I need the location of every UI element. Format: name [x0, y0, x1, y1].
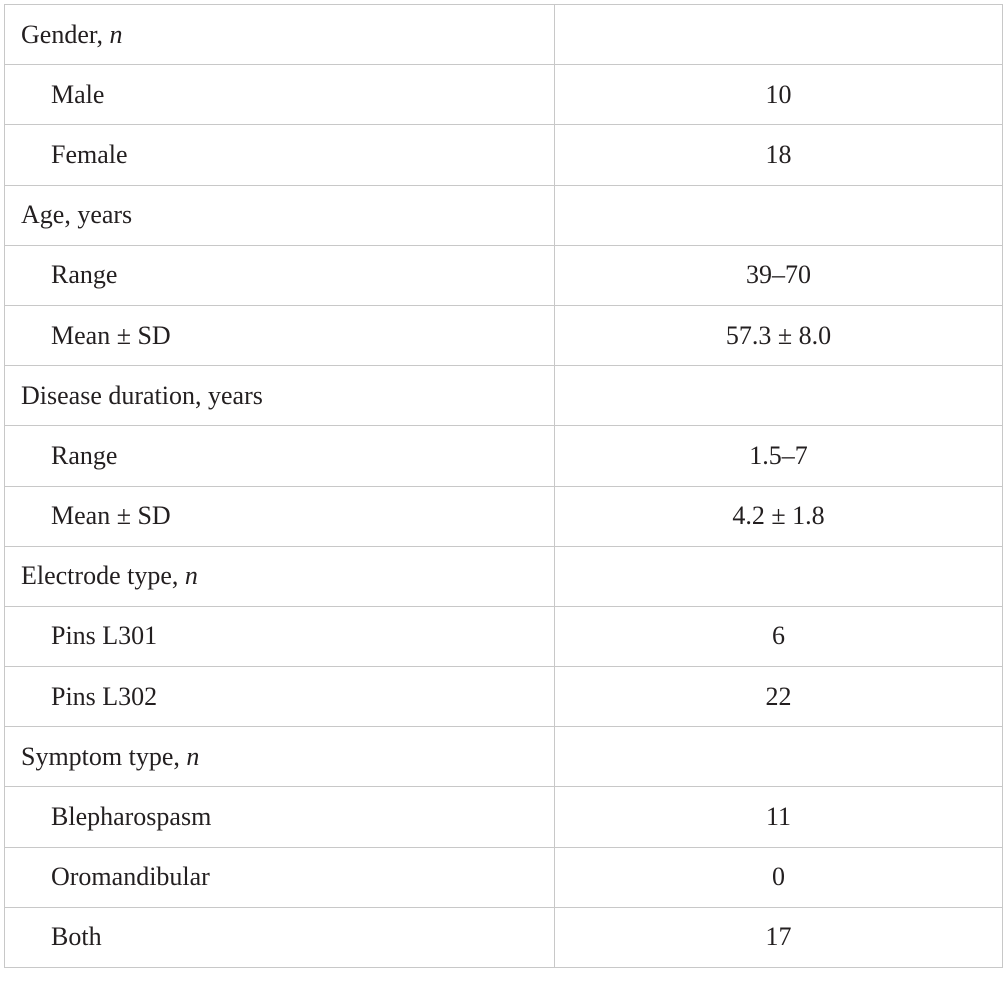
- row-label: Both: [5, 907, 555, 967]
- table-row: [5, 305, 1003, 365]
- row-value: 39–70: [555, 245, 1003, 305]
- table-row: [5, 366, 1003, 426]
- row-label: Pins L302: [5, 667, 555, 727]
- row-value: 6: [555, 606, 1003, 666]
- row-value: [555, 546, 1003, 606]
- table-row: [5, 787, 1003, 847]
- row-value: 0: [555, 847, 1003, 907]
- table-row: [5, 606, 1003, 666]
- table-row: [5, 125, 1003, 185]
- row-label: Range: [5, 426, 555, 486]
- row-value: 17: [555, 907, 1003, 967]
- row-label: Gender, n: [5, 5, 555, 65]
- row-label: Female: [5, 125, 555, 185]
- table-row: [5, 65, 1003, 125]
- table-row: [5, 667, 1003, 727]
- table-row: [5, 847, 1003, 907]
- table-row: [5, 727, 1003, 787]
- row-label: Pins L301: [5, 606, 555, 666]
- row-value: 11: [555, 787, 1003, 847]
- table-row: [5, 185, 1003, 245]
- characteristics-table: [4, 4, 1003, 968]
- row-label: Blepharospasm: [5, 787, 555, 847]
- row-label: Range: [5, 245, 555, 305]
- row-value: 22: [555, 667, 1003, 727]
- table-row: [5, 426, 1003, 486]
- row-value: [555, 366, 1003, 426]
- row-value: 1.5–7: [555, 426, 1003, 486]
- table-row: [5, 907, 1003, 967]
- row-label: Age, years: [5, 185, 555, 245]
- row-label: Mean ± SD: [5, 486, 555, 546]
- row-label: Electrode type, n: [5, 546, 555, 606]
- row-value: [555, 185, 1003, 245]
- row-value: 4.2 ± 1.8: [555, 486, 1003, 546]
- row-label: Oromandibular: [5, 847, 555, 907]
- row-value: 10: [555, 65, 1003, 125]
- table-row: [5, 245, 1003, 305]
- table-row: [5, 486, 1003, 546]
- row-label: Symptom type, n: [5, 727, 555, 787]
- row-value: [555, 727, 1003, 787]
- row-value: [555, 5, 1003, 65]
- row-label: Male: [5, 65, 555, 125]
- table-row: [5, 546, 1003, 606]
- row-label: Mean ± SD: [5, 305, 555, 365]
- row-label: Disease duration, years: [5, 366, 555, 426]
- row-value: 57.3 ± 8.0: [555, 305, 1003, 365]
- table-row: [5, 5, 1003, 65]
- row-value: 18: [555, 125, 1003, 185]
